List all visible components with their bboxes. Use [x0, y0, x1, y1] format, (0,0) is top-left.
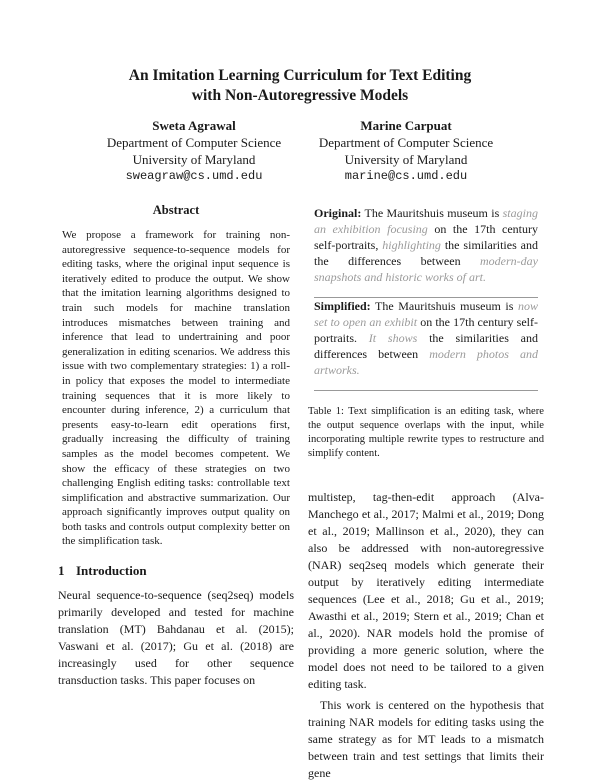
sentence-fragment: The Mauritshuis museum is	[364, 206, 503, 220]
sentence-fragment: on the 17th century self-portraits.	[314, 315, 538, 345]
original-label: Original:	[314, 206, 362, 220]
paper-title	[0, 66, 600, 106]
author-department: Department of Computer Science	[106, 135, 282, 150]
author-name: Marine Carpuat	[360, 118, 452, 133]
example-table	[308, 205, 544, 391]
author-university: University of Maryland	[344, 152, 468, 167]
title-line-2: with Non-Autoregressive Models	[191, 87, 409, 104]
example-simplified	[314, 298, 538, 378]
sentence-fragment: The Mauritshuis museum is	[375, 299, 518, 313]
example-original	[314, 205, 538, 285]
paragraph-hypothesis: This work is centered on the hypothesis that training NAR models for editing tasks using the same strategy as for MT leads to a mismatch between train and test settings that limits their gene	[308, 698, 544, 780]
sentence-fragment: the similarities and differences between	[314, 331, 538, 361]
author-name: Sweta Agrawal	[152, 118, 236, 133]
highlighted-phrase: staging an exhibition focusing	[314, 206, 538, 236]
paragraph-continuation: multistep, tag-then-edit approach (Alva-Manchego et al., 2017; Malmi et al., 2019; Dong et al., 2019; Mallinson et al., 2020), they can also be addressed with non-autoregressive (NAR) seq2seq models which generate their output by iteratively editing intermediate sequences (Lee et al., 2018; Gu et al., 2019; Awasthi et al., 2019; Stern et al., 2019; Chan et al., 2020). NAR models hold the promise of providing a more generic solution, where the model does not need to be tailored to a given editing task.	[308, 490, 544, 691]
highlighted-phrase: highlighting	[382, 238, 441, 252]
abstract-heading: Abstract	[152, 203, 200, 217]
author-department: Department of Computer Science	[318, 135, 494, 150]
author-university: University of Maryland	[132, 152, 256, 167]
sentence-fragment: the similarities and the differences between	[314, 238, 539, 268]
introduction-text: Neural sequence-to-sequence (seq2seq) models primarily developed and tested for machine translation (MT) Bahdanau et al. (2015); Vaswani et al. (2017); Gu et al. (2018) are increasingly used for other sequence transduction tasks. This paper focuses on	[58, 588, 294, 688]
author-email: marine@cs.umd.edu	[344, 169, 468, 183]
example-bottom-rule	[314, 390, 538, 391]
highlighted-phrase: modern-day snapshots and historic works of art.	[314, 254, 538, 284]
right-body-text	[308, 489, 544, 782]
section-heading-introduction	[58, 563, 294, 579]
highlighted-phrase: It shows	[368, 331, 418, 345]
author-block-2	[276, 117, 536, 185]
table-caption: Table 1: Text simplification is an editing task, where the output sequence overlaps with the input, while incorporating multiple rewrite types to restructure and simplify content.	[308, 406, 544, 459]
sentence-fragment: on the 17th century self-portraits,	[314, 222, 538, 252]
right-column	[308, 205, 544, 782]
highlighted-phrase: modern photos and artworks.	[314, 347, 539, 377]
abstract-text: We propose a framework for training non-autoregressive sequence-to-sequence models for editing tasks, where the original input sequence is iteratively edited to produce the output. We show that the imitation learning algorithms designed to train such models for machine translation introduces mismatches between training and inference that lead to undertraining and poor generalization in editing scenarios. We address this issue with two complementary strategies: 1) a roll-in policy that exposes the model to intermediate training sequences that it is more likely to encounter during inference, 2) a curriculum that presents easy-to-learn edit operations first, gradually increasing the difficulty of training samples as the model becomes competent. We show the efficacy of these strategies on two challenging English editing tasks: controllable text simplification and abstractive summarization. Our approach significantly improves output quality on both tasks and controls output complexity better on the simplification task.	[62, 229, 290, 548]
section-number: 1	[58, 563, 65, 579]
highlighted-phrase: now set to open an exhibit	[314, 299, 538, 329]
simplified-label: Simplified:	[314, 299, 371, 313]
title-line-1: An Imitation Learning Curriculum for Text Editing	[128, 67, 472, 84]
left-column	[58, 203, 294, 689]
section-title: Introduction	[76, 563, 147, 579]
author-email: sweagraw@cs.umd.edu	[125, 169, 263, 183]
